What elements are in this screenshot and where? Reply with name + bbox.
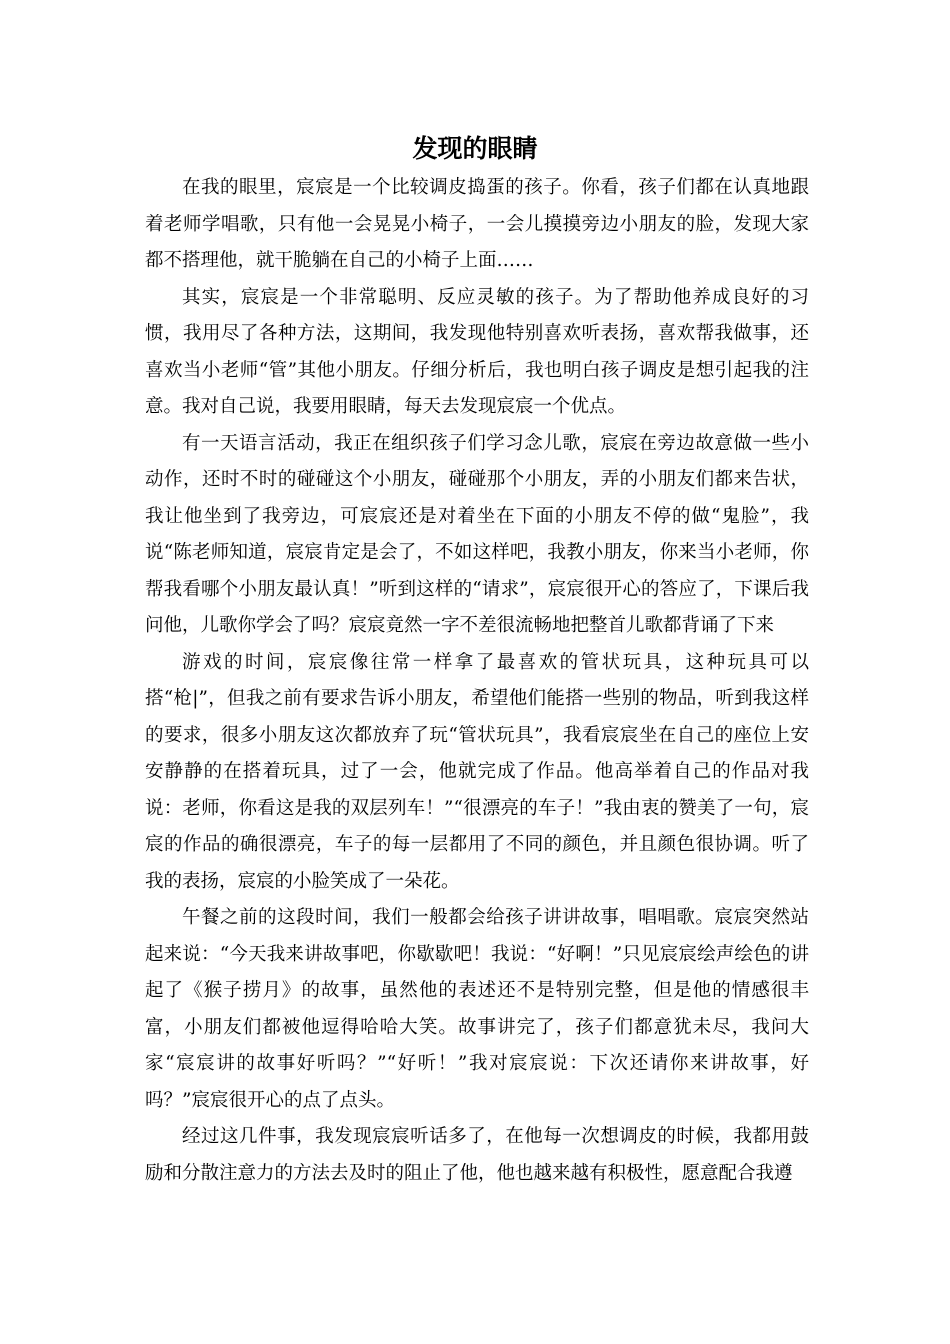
paragraph: 在我的眼里，宸宸是一个比较调皮捣蛋的孩子。你看，孩子们都在认真地跟着老师学唱歌，只有他一会晃晃小椅子，一会儿摸摸旁边小朋友的脸，发现大家都不搭理他，就干脆躺在自己的小椅子上面…… [145,177,809,271]
paragraph: 其实，宸宸是一个非常聪明、反应灵敏的孩子。为了帮助他养成良好的习惯，我用尽了各种方法，这期间，我发现他特别喜欢听表扬，喜欢帮我做事，还喜欢当小老师“管”其他小朋友。仔细分析后，我也明白孩子调皮是想引起我的注意。我对自己说，我要用眼睛，每天去发现宸宸一个优点。 [145,286,809,417]
paragraph: 午餐之前的这段时间，我们一般都会给孩子讲讲故事，唱唱歌。宸宸突然站起来说：“今天我来讲故事吧，你歇歇吧！我说：“好啊！”只见宸宸绘声绘色的讲起了《猴子捞月》的故事，虽然他的表述还不是特别完整，但是他的情感很丰富，小朋友们都被他逗得哈哈大笑。故事讲完了，孩子们都意犹未尽，我问大家“宸宸讲的故事好听吗？”“好听！”我对宸宸说：下次还请你来讲故事，好吗？”宸宸很开心的点了点头。 [145,907,809,1111]
paragraph: 经过这几件事，我发现宸宸听话多了，在他每一次想调皮的时候，我都用鼓励和分散注意力的方法去及时的阻止了他，他也越来越有积极性，愿意配合我遵 [145,1126,809,1184]
document-title: 发现的眼睛 [412,134,538,163]
document-body [145,170,809,1192]
paragraph: 游戏的时间，宸宸像往常一样拿了最喜欢的管状玩具，这种玩具可以搭“枪|”，但我之前有要求告诉小朋友，希望他们能搭一些别的物品，听到我这样的要求，很多小朋友这次都放弃了玩“管状玩具”，我看宸宸坐在自己的座位上安安静静的在搭着玩具，过了一会，他就完成了作品。他高举着自己的作品对我说：老师，你看这是我的双层列车！”“很漂亮的车子！”我由衷的赞美了一句，宸宸的作品的确很漂亮，车子的每一层都用了不同的颜色，并且颜色很协调。听了我的表扬，宸宸的小脸笑成了一朵花。 [145,651,809,892]
paragraph: 有一天语言活动，我正在组织孩子们学习念儿歌，宸宸在旁边故意做一些小动作，还时不时的碰碰这个小朋友，碰碰那个小朋友，弄的小朋友们都来告状，我让他坐到了我旁边，可宸宸还是对着坐在下面的小朋友不停的做“鬼脸”，我说“陈老师知道，宸宸肯定是会了，不如这样吧，我教小朋友，你来当小老师，你帮我看哪个小朋友最认真！”听到这样的“请求”，宸宸很开心的答应了，下课后我问他，儿歌你学会了吗？宸宸竟然一字不差很流畅地把整首儿歌都背诵了下来 [145,432,809,636]
